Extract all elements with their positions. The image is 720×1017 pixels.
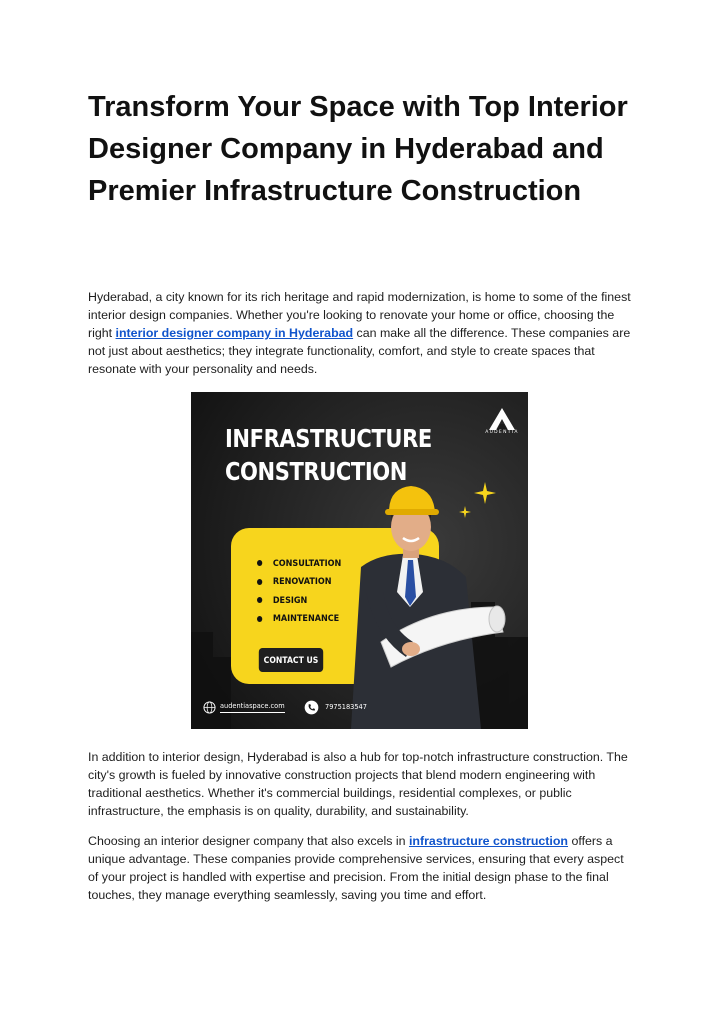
service-label: MAINTENANCE bbox=[272, 613, 340, 625]
phone-number: 7975183547 bbox=[325, 703, 367, 711]
phone-icon bbox=[304, 700, 319, 715]
engineer-illustration bbox=[191, 392, 528, 729]
page-title: Transform Your Space with Top Interior Designer Company in Hyderabad and Premier Infrastructure Construction bbox=[88, 91, 628, 207]
infrastructure-paragraph: In addition to interior design, Hyderabad is also a hub for top-notch infrastructure construction. The city's growth is fueled by innovative construction projects that blend modern engineering with traditional aesthetics. Whether it's commercial buildings, residential complexes, or public infrastructure, the emphasis is on quality, durability, and sustainability. bbox=[88, 750, 628, 818]
infrastructure-construction-link[interactable]: infrastructure construction bbox=[408, 834, 569, 848]
globe-icon bbox=[203, 701, 216, 714]
website-text: audentiaspace.com bbox=[220, 702, 285, 713]
website-row bbox=[203, 698, 285, 716]
contact-us-button: CONTACT US bbox=[259, 648, 323, 672]
advantage-text-before: Choosing an interior designer company that also excels in bbox=[88, 834, 409, 848]
promo-headline-line1: INFRASTRUCTURE bbox=[225, 424, 432, 453]
phone-row bbox=[304, 698, 367, 716]
intro-paragraph bbox=[88, 288, 636, 378]
infrastructure-promo-image bbox=[191, 392, 528, 729]
advantage-text-after: offers a unique advantage. These companies provide comprehensive services, ensuring that every aspect of your project is handled with expertise and precision. From the initial design phase to the final touches, they manage everything seamlessly, saving you time and effort. bbox=[88, 834, 624, 902]
service-label: RENOVATION bbox=[272, 576, 332, 588]
interior-designer-link[interactable]: interior designer company in Hyderabad bbox=[115, 326, 354, 340]
advantage-paragraph bbox=[88, 832, 636, 904]
logo-wordmark: AUDENTIA bbox=[485, 430, 519, 435]
intro-text-before: Hyderabad, a city known for its rich heritage and rapid modernization, is home to some of the finest interior design companies. Whether you're looking to renovate your home or office, choosing the right bbox=[88, 290, 631, 340]
service-label: DESIGN bbox=[272, 594, 308, 606]
intro-text-after: can make all the difference. These companies are not just about aesthetics; they integrate functionality, comfort, and style to create spaces that resonate with your personality and needs. bbox=[88, 326, 631, 376]
promo-headline-line2: CONSTRUCTION bbox=[225, 457, 407, 486]
service-label: CONSULTATION bbox=[272, 557, 342, 569]
